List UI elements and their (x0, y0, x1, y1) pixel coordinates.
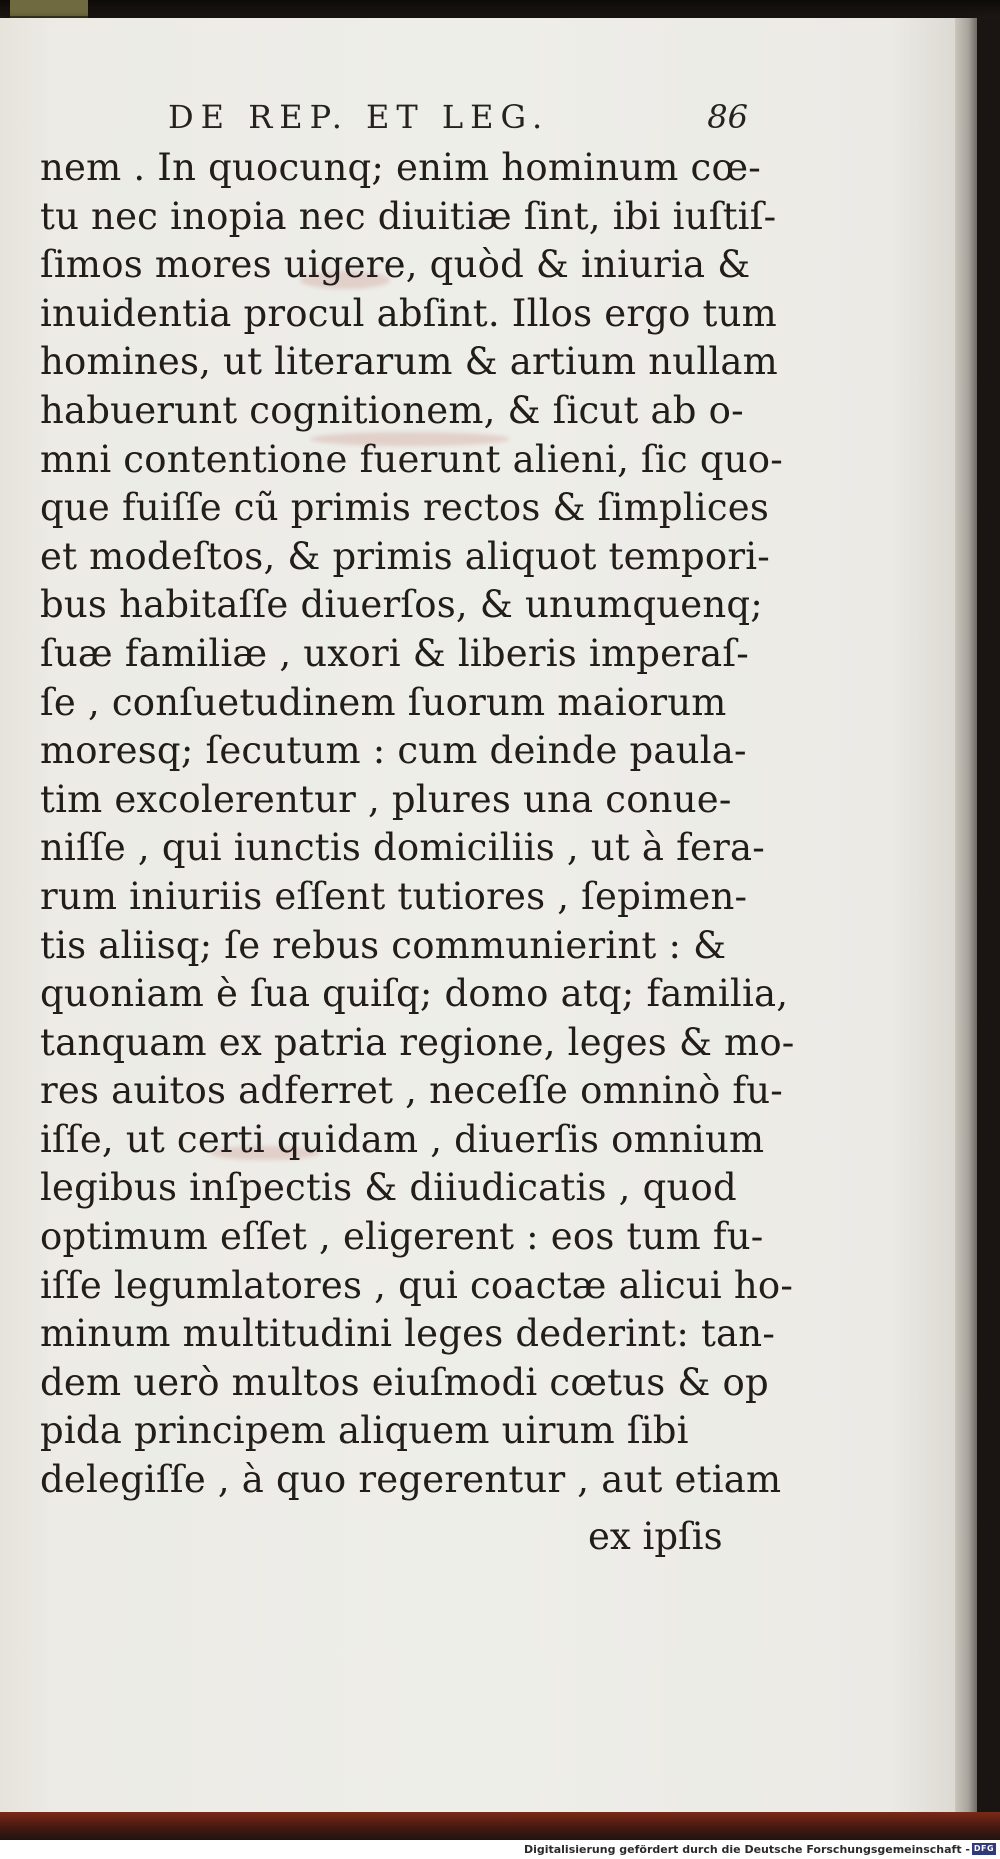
funding-credit: Digitalisierung gefördert durch die Deutsche Forschungsgemeinschaft - (523, 1843, 970, 1856)
text-line: ſuæ familiæ , uxori & liberis imperaſ- (40, 631, 749, 675)
page-number: 86 (707, 98, 748, 136)
scan-bottom-edge (0, 1812, 1000, 1840)
text-line: iſſe legumlatores , qui coactæ alicui ho- (40, 1263, 794, 1307)
text-line: et modeſtos, & primis aliquot tempori- (40, 534, 770, 578)
scan-top-edge (0, 0, 1000, 18)
running-head-title: DE REP. ET LEG. (168, 98, 550, 136)
text-line: optimum eſſet , eligerent : eos tum fu- (40, 1215, 764, 1259)
body-text (40, 144, 795, 1505)
catchword: ex ipſis (588, 1515, 723, 1558)
digitization-footer (0, 1840, 1000, 1859)
text-line: moresq; ſecutum : cum deinde paula- (40, 729, 747, 773)
text-line: ſe , conſuetudinem ſuorum maiorum (40, 680, 727, 724)
text-line: iſſe, ut certi quidam , diuerſis omnium (40, 1117, 765, 1161)
text-line: tanquam ex patria regione, leges & mo- (40, 1020, 795, 1064)
text-line: tis aliisq; ſe rebus communierint : & (40, 923, 727, 967)
text-line: delegiſſe , à quo regerentur , aut etiam (40, 1458, 782, 1502)
running-header (168, 98, 748, 148)
text-line: nem . In quocunq; enim hominum cœ- (40, 146, 761, 189)
text-line: niſſe , qui iunctis domiciliis , ut à fera- (40, 826, 765, 870)
text-line: ſimos mores uigere, quòd & iniuria & (40, 243, 751, 287)
text-line: minum multitudini leges dederint: tan- (40, 1312, 776, 1356)
text-line: dem uerò multos eiuſmodi cœtus & op (40, 1360, 769, 1404)
dfg-logo-icon: DFG (973, 1844, 995, 1853)
text-line: que fuiſſe cũ primis rectos & ſimplices (40, 486, 770, 530)
page-fore-edge (955, 18, 977, 1818)
text-line: tu nec inopia nec diuitiæ ſint, ibi iuſtiſ- (40, 194, 777, 238)
text-line: quoniam è ſua quiſq; domo atq; familia, (40, 972, 789, 1016)
text-line: mni contentione fuerunt alieni, ſic quo- (40, 437, 783, 481)
text-line: pida principem aliquem uirum ſibi (40, 1409, 689, 1453)
binding-tab (10, 0, 88, 18)
book-page (0, 18, 968, 1818)
text-line: habuerunt cognitionem, & ſicut ab o- (40, 388, 744, 432)
text-line: legibus inſpectis & diiudicatis , quod (40, 1166, 737, 1210)
text-line: inuidentia procul abſint. Illos ergo tum (40, 291, 777, 335)
text-line: homines, ut literarum & artium nullam (40, 340, 778, 384)
text-line: tim excolerentur , plures una conue- (40, 777, 732, 821)
text-line: rum iniuriis eſſent tutiores , ſepimen- (40, 874, 748, 918)
text-line: bus habitaſſe diuerſos, & unumquenq; (40, 583, 763, 627)
text-line: res auitos adferret , neceſſe omninò fu- (40, 1069, 784, 1113)
